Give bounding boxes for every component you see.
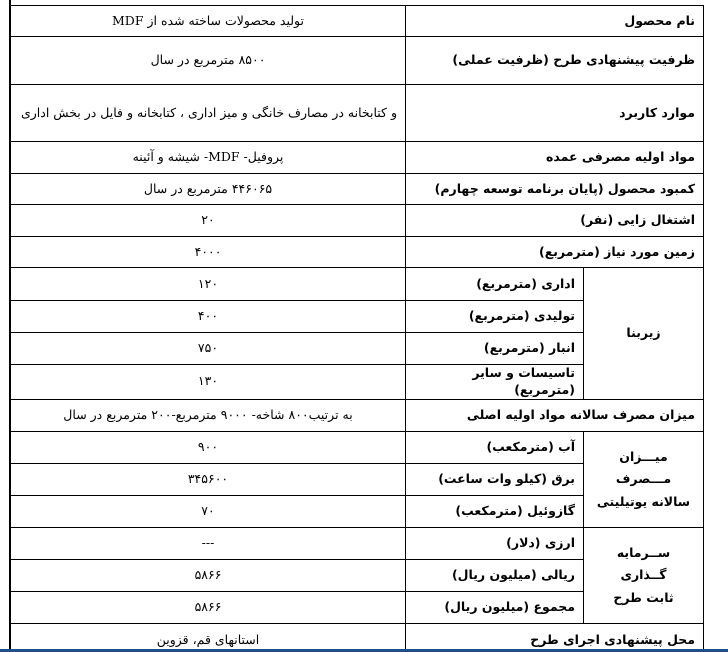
row-value: ۴۰۰۰ — [11, 237, 406, 268]
table-row — [11, 205, 704, 237]
row-label: محل پیشنهادی اجرای طرح — [406, 623, 704, 652]
table-row — [11, 268, 704, 301]
group-label-line: ثابت طرح — [613, 589, 674, 605]
row-label: ظرفیت پیشنهادی طرح (ظرفیت عملی) — [406, 37, 704, 85]
row-label: اشتغال زایی (نفر) — [406, 205, 704, 237]
row-label: آب (مترمکعب) — [406, 431, 584, 463]
group-label-line: سالانه یوتیلیتی — [596, 493, 691, 509]
group-label-line: میـــزان مـــصرف — [615, 448, 672, 486]
table-row — [11, 85, 704, 142]
row-label: مجموع (میلیون ریال) — [406, 591, 584, 623]
row-label: مواد اولیه مصرفی عمده — [406, 142, 704, 174]
row-value: و کتابخانه در مصارف خانگی و میز اداری ، کتابخانه و فایل در بخش اداری — [11, 85, 406, 142]
row-value: استانهای قم، قزوین — [11, 623, 406, 652]
row-label: تاسیسات و سایر (مترمربع) — [406, 365, 584, 400]
row-value: ۸۵۰۰ مترمربع در سال — [11, 37, 406, 85]
row-label: گازوئیل (مترمکعب) — [406, 495, 584, 527]
row-value: ۲۰ — [11, 205, 406, 237]
row-label: تولیدی (مترمربع) — [406, 301, 584, 333]
row-value: ۳۴۵۶۰۰ — [11, 463, 406, 495]
row-label: ریالی (میلیون ریال) — [406, 559, 584, 591]
row-label: موارد کاربرد — [406, 85, 704, 142]
table-row — [11, 37, 704, 85]
row-label: نام محصول — [406, 6, 704, 37]
table-row — [11, 623, 704, 652]
row-label: میزان مصرف سالانه مواد اولیه اصلی — [406, 399, 704, 431]
row-value: ۵۸۶۶ — [11, 559, 406, 591]
table-row — [11, 6, 704, 37]
row-value: ۴۰۰ — [11, 301, 406, 333]
row-value: ۹۰۰ — [11, 431, 406, 463]
row-value: ۱۲۰ — [11, 268, 406, 301]
group-label-building: زیربنا — [584, 268, 704, 400]
row-label: کمبود محصول (پایان برنامه توسعه چهارم) — [406, 174, 704, 205]
row-value: ۷۵۰ — [11, 333, 406, 365]
row-label: ارزی (دلار) — [406, 527, 584, 559]
product-spec-table — [10, 5, 704, 652]
row-label: برق (کیلو وات ساعت) — [406, 463, 584, 495]
table-row — [11, 431, 704, 463]
group-label-line: ســرمایه گــذاری — [616, 544, 671, 582]
row-label: انبار (مترمربع) — [406, 333, 584, 365]
row-value: ۱۳۰ — [11, 365, 406, 400]
group-label-investment — [584, 527, 704, 623]
table-row — [11, 237, 704, 268]
row-value: به ترتیب۸۰۰ شاخه- ۹۰۰۰ مترمربع-۲۰۰ مترمربع در سال — [11, 399, 406, 431]
row-label: اداری (مترمربع) — [406, 268, 584, 301]
row-value: ۷۰ — [11, 495, 406, 527]
table-row — [11, 142, 704, 174]
table-row — [11, 399, 704, 431]
row-value: --- — [11, 527, 406, 559]
row-label: زمین مورد نیاز (مترمربع) — [406, 237, 704, 268]
row-value: تولید محصولات ساخته شده از MDF — [11, 6, 406, 37]
table-row — [11, 174, 704, 205]
group-label-utilities — [584, 431, 704, 527]
row-value: ۵۸۶۶ — [11, 591, 406, 623]
row-value: پروفیل- MDF- شیشه و آئینه — [11, 142, 406, 174]
table-row — [11, 527, 704, 559]
row-value: ۴۴۶۰۶۵ مترمربع در سال — [11, 174, 406, 205]
